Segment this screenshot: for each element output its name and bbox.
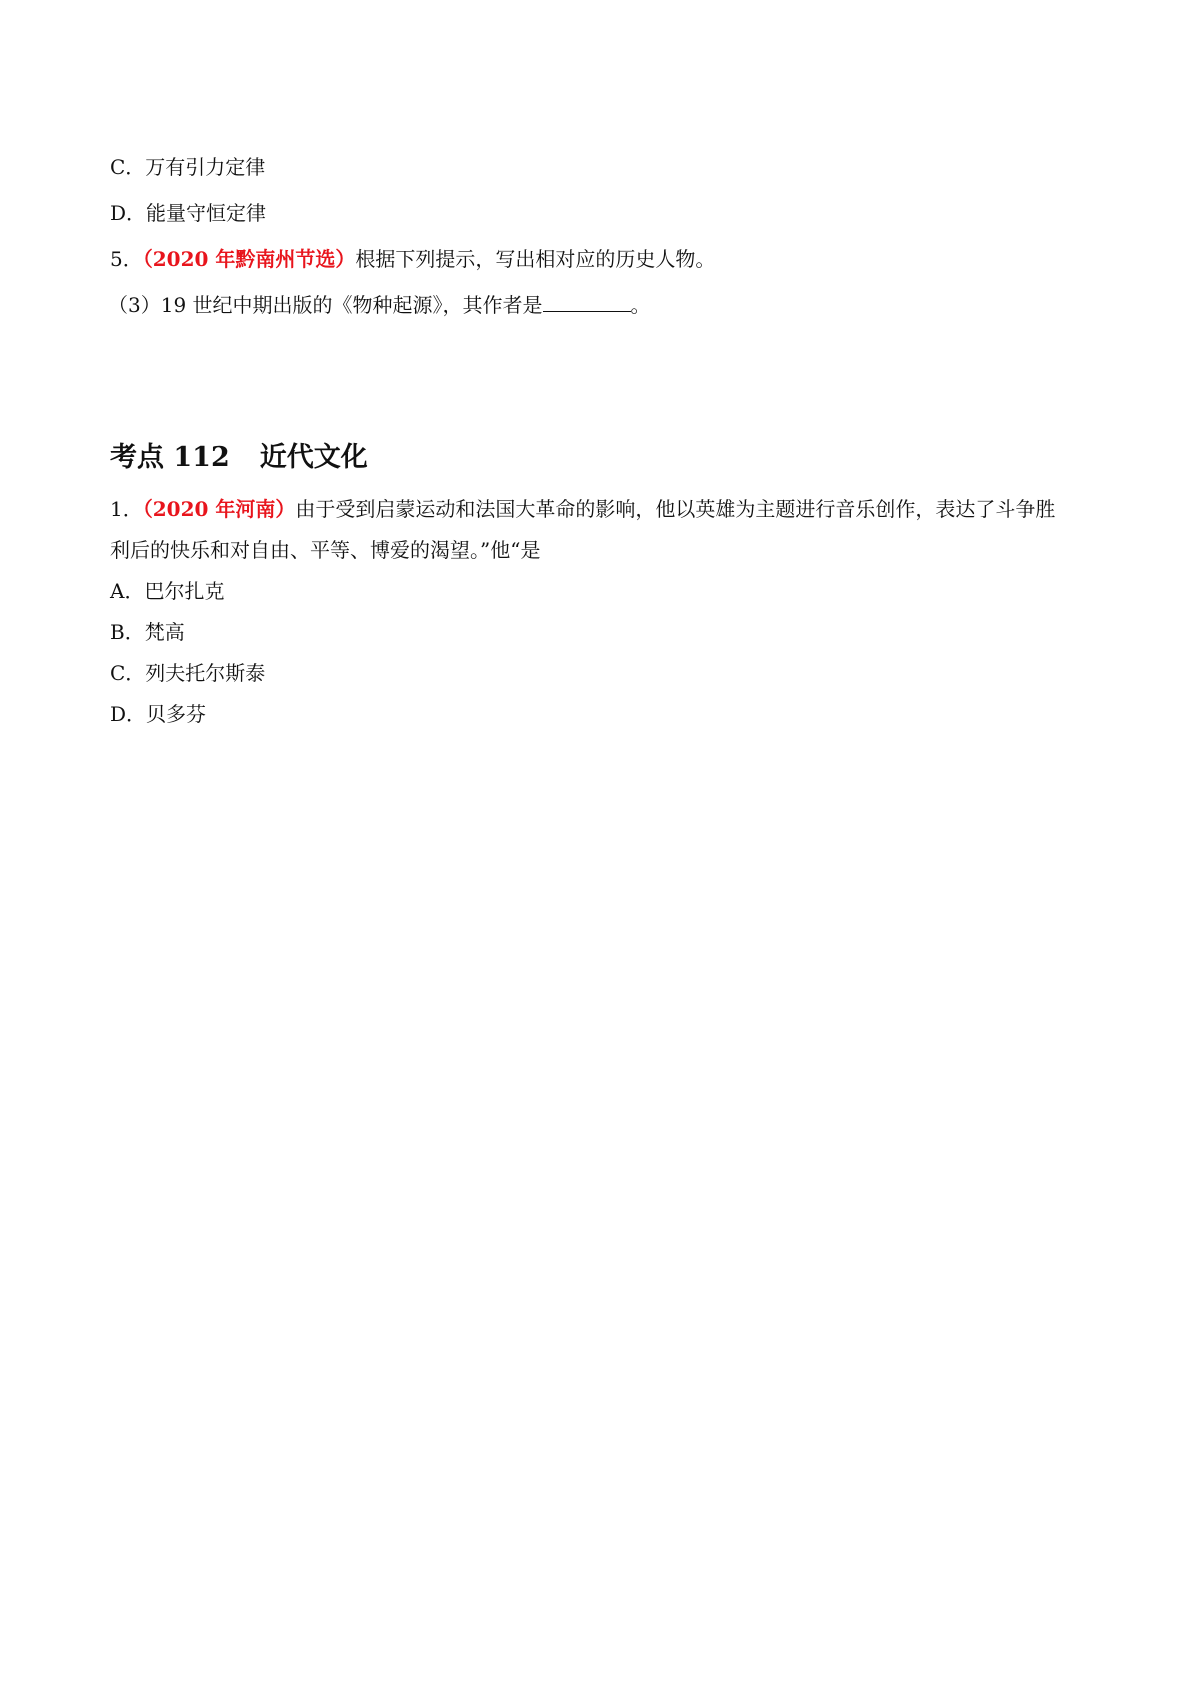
question-source: （2020 年河南） — [142, 497, 296, 521]
question-1-line-2: 利后的快乐和对自由、平等、博爱的渴望。”他“是 — [110, 538, 541, 562]
question-source: （2020 年黔南州节选） — [142, 247, 356, 271]
option-c: C．列夫托尔斯泰 — [110, 661, 266, 685]
question-5 — [110, 245, 715, 273]
option-d: D．贝多芬 — [110, 702, 207, 726]
option-d: D．能量守恒定律 — [110, 201, 267, 225]
section-heading — [110, 440, 368, 476]
answer-blank[interactable] — [543, 293, 631, 312]
question-text: 由于受到启蒙运动和法国大革命的影响，他以英雄为主题进行音乐创作，表达了斗争胜 — [295, 497, 1056, 521]
section-title: 近代文化 — [259, 442, 368, 473]
section-number: 考点 112 — [110, 442, 230, 473]
question-text: 根据下列提示，写出相对应的历史人物。 — [355, 247, 716, 271]
sub-question-end: 。 — [630, 293, 651, 317]
question-5-sub-3 — [108, 291, 651, 319]
option-b: B．梵高 — [110, 620, 185, 644]
sub-question-text: （3）19 世纪中期出版的《物种起源》，其作者是 — [108, 293, 543, 317]
question-1-line-1 — [110, 495, 1055, 523]
question-number: 1． — [110, 497, 143, 521]
option-c: C．万有引力定律 — [110, 155, 266, 179]
option-a: A．巴尔扎克 — [110, 579, 225, 603]
question-number: 5． — [110, 247, 143, 271]
